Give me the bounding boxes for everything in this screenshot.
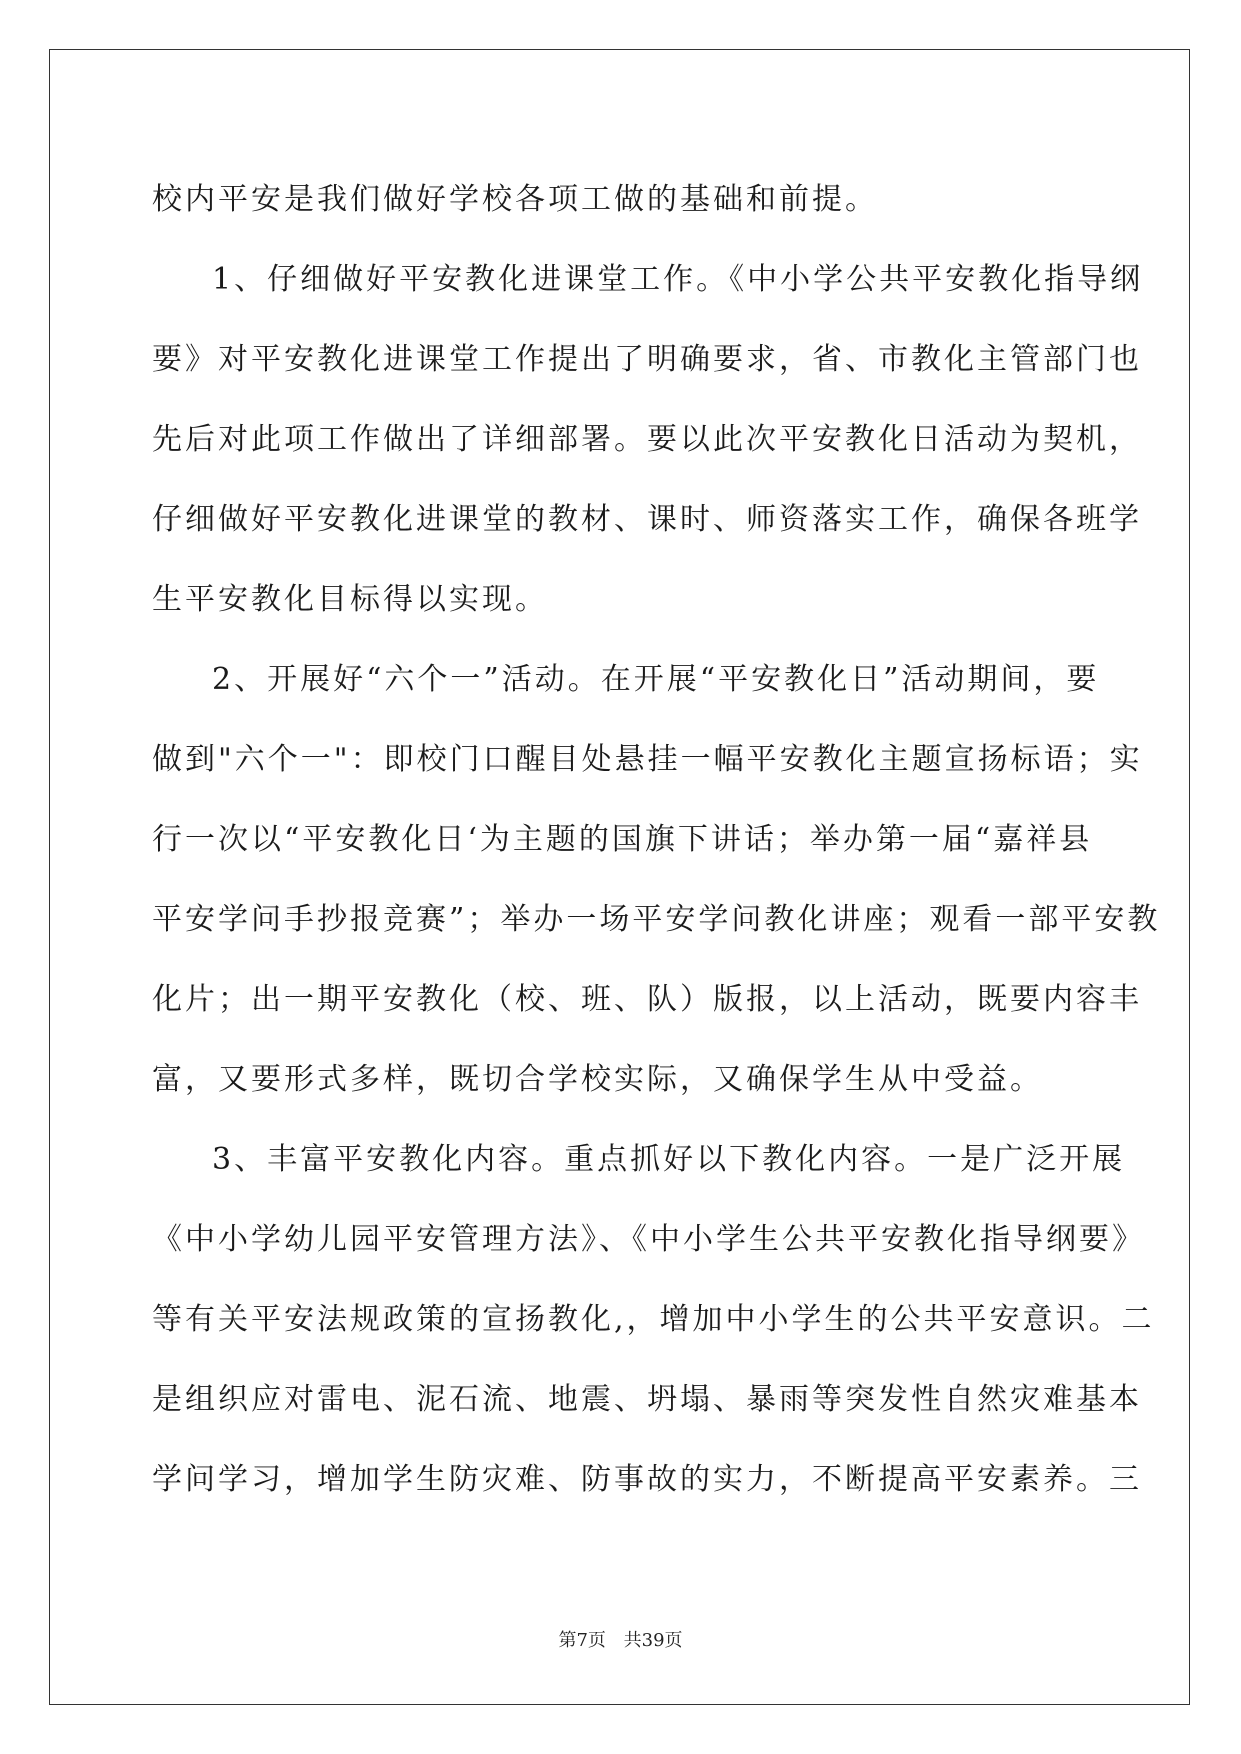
text-line: 等有关平安法规政策的宣扬教化,，增加中小学生的公共平安意识。二 [152, 1302, 1155, 1337]
text-line: 2、开展好“六个一”活动。在开展“平安教化日”活动期间，要 [212, 662, 1100, 697]
text-line: 仔细做好平安教化进课堂的教材、课时、师资落实工作，确保各班学 [152, 502, 1142, 537]
page-number: 第7页 [558, 1630, 606, 1651]
text-line: 1、仔细做好平安教化进课堂工作。《中小学公共平安教化指导纲 [212, 262, 1144, 297]
page-footer [0, 1626, 1241, 1652]
text-line: 行一次以“平安教化日‘为主题的国旗下讲话；举办第一届“嘉祥县 [152, 822, 1093, 857]
text-line: 校内平安是我们做好学校各项工做的基础和前提。 [152, 182, 878, 217]
document-body [152, 160, 1161, 1520]
text-line: 先后对此项工作做出了详细部署。要以此次平安教化日活动为契机， [152, 422, 1142, 457]
text-line: 《中小学幼儿园平安管理方法》、《中小学生公共平安教化指导纲要》 [152, 1222, 1145, 1257]
text-line: 要》对平安教化进课堂工作提出了明确要求，省、市教化主管部门也 [152, 342, 1142, 377]
text-line: 3、丰富平安教化内容。重点抓好以下教化内容。一是广泛开展 [212, 1142, 1126, 1177]
text-line: 富，又要形式多样，既切合学校实际，又确保学生从中受益。 [152, 1062, 1043, 1097]
text-line: 学问学习，增加学生防灾难、防事故的实力，不断提高平安素养。三 [152, 1462, 1142, 1497]
text-line: 做到"六个一"：即校门口醒目处悬挂一幅平安教化主题宣扬标语；实 [152, 742, 1143, 777]
page-total: 共39页 [623, 1630, 683, 1651]
text-line: 平安学问手抄报竞赛”；举办一场平安学问教化讲座；观看一部平安教 [152, 902, 1161, 937]
text-line: 是组织应对雷电、泥石流、地震、坍塌、暴雨等突发性自然灾难基本 [152, 1382, 1142, 1417]
text-line: 化片；出一期平安教化（校、班、队）版报，以上活动，既要内容丰 [152, 982, 1142, 1017]
text-line: 生平安教化目标得以实现。 [152, 582, 548, 617]
